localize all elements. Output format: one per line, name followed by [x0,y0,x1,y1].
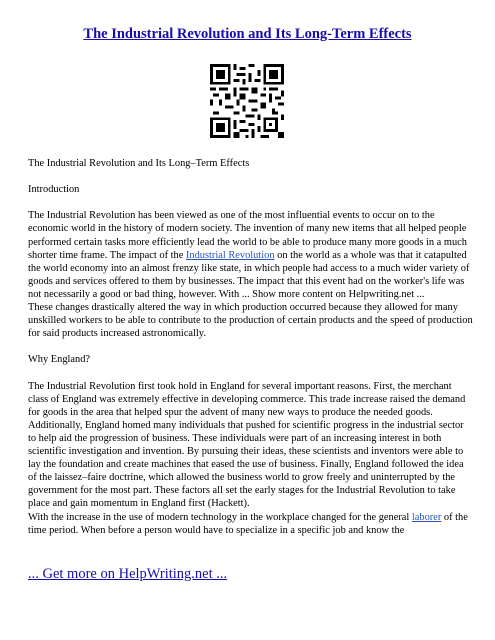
document-title-link[interactable]: The Industrial Revolution and Its Long-Term Effects [83,26,412,42]
technology-paragraph [28,511,473,537]
get-more-link[interactable]: ... Get more on HelpWriting.net ... [28,566,228,582]
document-body [28,157,473,537]
intro-text-after: on the world as a whole was that it catapulted the world economy into an almost frenzy like state, in which people had access to a much wider variety of goods and services offered to them by businesses. The impact that this event had on the worker's life was not necessarily a good or bad thing, however. With ... Show more content on Helpwriting.net ... [28,249,470,300]
intro-paragraph [28,209,473,301]
laborer-link[interactable]: laborer [411,511,442,523]
intro-text-before: The Industrial Revolution has been viewed as one of the most influential events to occur on to the economic world in the history of modern society. The invention of many new items that all helped people performed certain tasks more efficiently lead the world to be able to produce many more goods in a much shorter time frame. The impact of the [28,210,467,261]
qr-code-icon [210,64,284,138]
intro-heading: Introduction [28,184,80,196]
why-england-heading: Why England? [28,354,91,366]
technology-text-before: With the increase in the use of modern technology in the workplace changed for the general [28,511,412,523]
technology-text-after: of the time period. When before a person would have to specialize in a specific job and know the [28,511,468,536]
document-title [0,26,495,43]
footer [28,566,227,583]
changes-paragraph: These changes drastically altered the way in which production occurred because they allowed for many unskilled workers to be able to contribute to the production of certain products and the speed of production for said products increased astronomically. [28,302,473,340]
england-paragraph: The Industrial Revolution first took hold in England for several important reasons. First, the merchant class of England was extremely effective in developing commerce. This trade increase raised the demand for goods in the area that helped spur the advent of many new ways to produce the needed goods. Additionally, England homed many individuals that pushed for scientific progress in the industrial sector to help aid the progression of business. These individuals were part of an increasing interest in both scientific investigation and invention. By pursuing their ideas, these scientists and inventors were able to lay the foundation and create machines that eased the use of business. Finally, England followed the idea of the laissez–faire doctrine, which allowed the business world to grow freely and uninterrupted by the government for the most part. These factors all set the early stages for the Industrial Revolution to take place and gain momentum in England first (Hackett). [28,380,466,510]
essay-heading: The Industrial Revolution and Its Long–Term Effects [28,158,250,169]
industrial-revolution-link[interactable]: Industrial Revolution [185,249,275,261]
